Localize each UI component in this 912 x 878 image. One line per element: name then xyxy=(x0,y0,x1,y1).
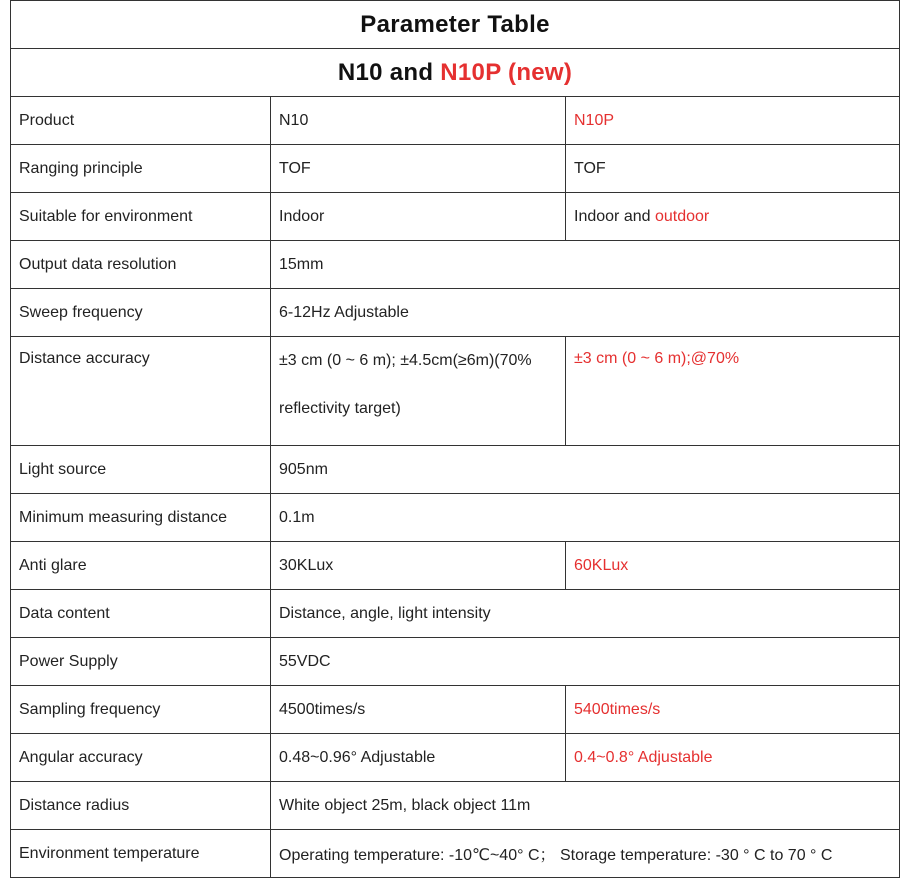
n10p-value: ±3 cm (0 ~ 6 m);@70% xyxy=(566,337,900,446)
subtitle-part1: N10 and xyxy=(337,58,441,86)
subtitle-row xyxy=(11,49,900,97)
row-label: Minimum measuring distance xyxy=(11,494,271,542)
n10p-value-highlight: outdoor xyxy=(654,207,710,225)
table-row xyxy=(11,638,900,686)
shared-value: 6-12Hz Adjustable xyxy=(271,289,900,337)
table-row xyxy=(11,193,900,241)
n10-value xyxy=(271,337,566,446)
row-label: Distance accuracy xyxy=(11,337,271,446)
table-row xyxy=(11,97,900,145)
table-row xyxy=(11,446,900,494)
row-label: Data content xyxy=(11,590,271,638)
table-row xyxy=(11,734,900,782)
row-label: Angular accuracy xyxy=(11,734,271,782)
table-row xyxy=(11,337,900,446)
n10-value: 0.48~0.96° Adjustable xyxy=(271,734,566,782)
n10-value: 4500times/s xyxy=(271,686,566,734)
n10-value: Indoor xyxy=(271,193,566,241)
n10-value: 30KLux xyxy=(271,542,566,590)
shared-value: 55VDC xyxy=(271,638,900,686)
row-label: Distance radius xyxy=(11,782,271,830)
shared-value: White object 25m, black object 11m xyxy=(271,782,900,830)
shared-value: 905nm xyxy=(271,446,900,494)
n10p-value: N10P xyxy=(566,97,900,145)
row-label: Sweep frequency xyxy=(11,289,271,337)
n10p-value: TOF xyxy=(566,145,900,193)
n10-value-line2: reflectivity target) xyxy=(279,400,401,417)
row-label: Power Supply xyxy=(11,638,271,686)
parameter-table xyxy=(10,0,900,878)
n10p-value: 5400times/s xyxy=(566,686,900,734)
row-label: Sampling frequency xyxy=(11,686,271,734)
row-label: Anti glare xyxy=(11,542,271,590)
table-row xyxy=(11,542,900,590)
row-label: Product xyxy=(11,97,271,145)
row-label: Output data resolution xyxy=(11,241,271,289)
table-row xyxy=(11,782,900,830)
row-label: Environment temperature xyxy=(11,830,271,878)
n10p-value: 0.4~0.8° Adjustable xyxy=(566,734,900,782)
table-row xyxy=(11,289,900,337)
table-row xyxy=(11,145,900,193)
table-row xyxy=(11,241,900,289)
row-label: Suitable for environment xyxy=(11,193,271,241)
table-row xyxy=(11,686,900,734)
n10p-value: 60KLux xyxy=(566,542,900,590)
table-subtitle xyxy=(11,49,900,97)
shared-value: 15mm xyxy=(271,241,900,289)
n10p-value xyxy=(566,193,900,241)
shared-value: Operating temperature: -10℃~40° C； Storage temperature: -30 ° C to 70 ° C xyxy=(271,830,900,878)
shared-value: Distance, angle, light intensity xyxy=(271,590,900,638)
table-title: Parameter Table xyxy=(11,1,900,49)
row-label: Light source xyxy=(11,446,271,494)
n10-value-line1: ±3 cm (0 ~ 6 m); ±4.5cm(≥6m)(70% xyxy=(279,352,532,369)
title-row xyxy=(11,1,900,49)
table-row xyxy=(11,494,900,542)
subtitle-part2: N10P (new) xyxy=(440,58,573,86)
n10-value: N10 xyxy=(271,97,566,145)
row-label: Ranging principle xyxy=(11,145,271,193)
table-row xyxy=(11,590,900,638)
n10-value: TOF xyxy=(271,145,566,193)
n10p-value-prefix: Indoor and xyxy=(574,207,655,225)
shared-value: 0.1m xyxy=(271,494,900,542)
table-row xyxy=(11,830,900,878)
